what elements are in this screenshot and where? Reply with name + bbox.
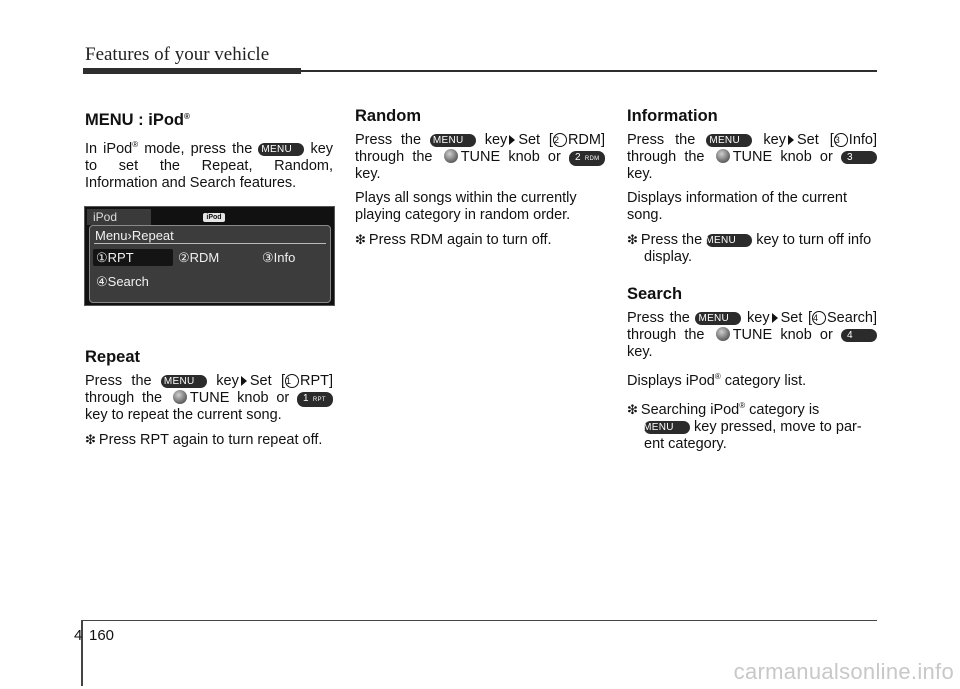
random-line-3: key. [355,166,381,182]
ipod-menu-screen [84,206,335,306]
note-symbol-icon: ❇ [627,402,638,417]
header-rule [83,70,877,72]
info-note: ❇ Press the MENU key to turn off info display. [627,232,872,265]
random-note: ❇ Press RDM again to turn off. [355,232,552,248]
arrow-right-icon [788,135,794,145]
watermark: carmanualsonline.info [733,659,954,684]
search-line-1: Press the MENU key Set [4 Search] [627,310,877,326]
footer-rule [83,620,877,621]
random-line-2: through the TUNE knob or 2 RDM [355,149,605,166]
screen-ipod-badge: iPod [203,213,225,222]
key-3-icon: 3 [841,151,877,164]
menu-key-icon: MENU [695,312,741,325]
circled-number-4-icon: 4 [812,311,826,325]
rdm-key-icon: 2 RDM [569,151,605,166]
section-heading-information: Information [627,107,718,125]
note-symbol-icon: ❇ [355,232,366,247]
search-line-2: through the TUNE knob or 4 [627,327,877,344]
page-number: 160 [89,627,115,644]
intro-line-2: to set the Repeat, Random, [85,158,333,174]
page-header-title: Features of your vehicle [85,44,270,65]
menu-key-icon: MENU [430,134,476,147]
info-line-2: through the TUNE knob or 3 [627,149,877,166]
info-line-1: Press the MENU key Set [3 Info] [627,132,878,148]
repeat-note: ❇ Press RPT again to turn repeat off. [85,432,323,448]
random-description: Plays all songs within the currently playing category in random order. [355,190,577,223]
repeat-line-1: Press the MENU key Set [1 RPT] [85,373,334,389]
screen-option-info: ③Info [262,250,296,265]
arrow-right-icon [772,313,778,323]
repeat-line-3: key to repeat the current song. [85,407,282,423]
info-line-3: key. [627,166,653,182]
screen-option-rdm: ②RDM [178,250,220,265]
screen-menu-title: Menu›Repeat [95,228,174,243]
tune-knob-icon [716,149,730,163]
key-4-icon: 4 [841,329,877,342]
intro-line-1: In iPod® mode, press the MENU key [85,140,334,157]
random-line-1: Press the MENU key Set [2 RDM] [355,132,606,148]
tune-knob-icon [444,149,458,163]
screen-option-search: ④Search [96,274,149,289]
circled-number-1-icon: 1 [285,374,299,388]
arrow-right-icon [509,135,515,145]
info-description: Displays information of the current song. [627,190,848,223]
column-3 [627,108,877,460]
tune-knob-icon [173,390,187,404]
search-note: ❇ Searching iPod® category is MENU key pressed, move to par- ent category. [627,401,862,452]
screen-option-rpt: ①RPT [96,250,134,265]
screen-divider [94,243,326,244]
note-symbol-icon: ❇ [85,432,96,447]
circled-number-2-icon: 2 [553,133,567,147]
screen-tab-ipod: iPod [87,209,151,225]
intro-line-3: Information and Search features. [85,175,297,191]
column-2 [355,108,605,256]
menu-key-icon: MENU [644,421,690,434]
menu-key-icon: MENU [706,134,752,147]
section-heading-random: Random [355,107,421,125]
section-number: 4 [74,627,83,644]
search-description: Displays iPod® category list. [627,372,807,389]
section-heading-menu-ipod: MENU : iPod® [85,111,190,129]
menu-key-icon: MENU [161,375,207,388]
tune-knob-icon [716,327,730,341]
note-symbol-icon: ❇ [627,232,638,247]
rpt-key-icon: 1 RPT [297,392,333,407]
menu-key-icon: MENU [258,143,304,156]
arrow-right-icon [241,376,247,386]
screen-menu-panel [89,225,331,303]
section-heading-search: Search [627,285,683,303]
repeat-line-2: through the TUNE knob or 1 RPT [85,390,333,407]
circled-number-3-icon: 3 [834,133,848,147]
search-line-3: key. [627,344,653,360]
section-heading-repeat: Repeat [85,348,141,366]
menu-key-icon: MENU [706,234,752,247]
